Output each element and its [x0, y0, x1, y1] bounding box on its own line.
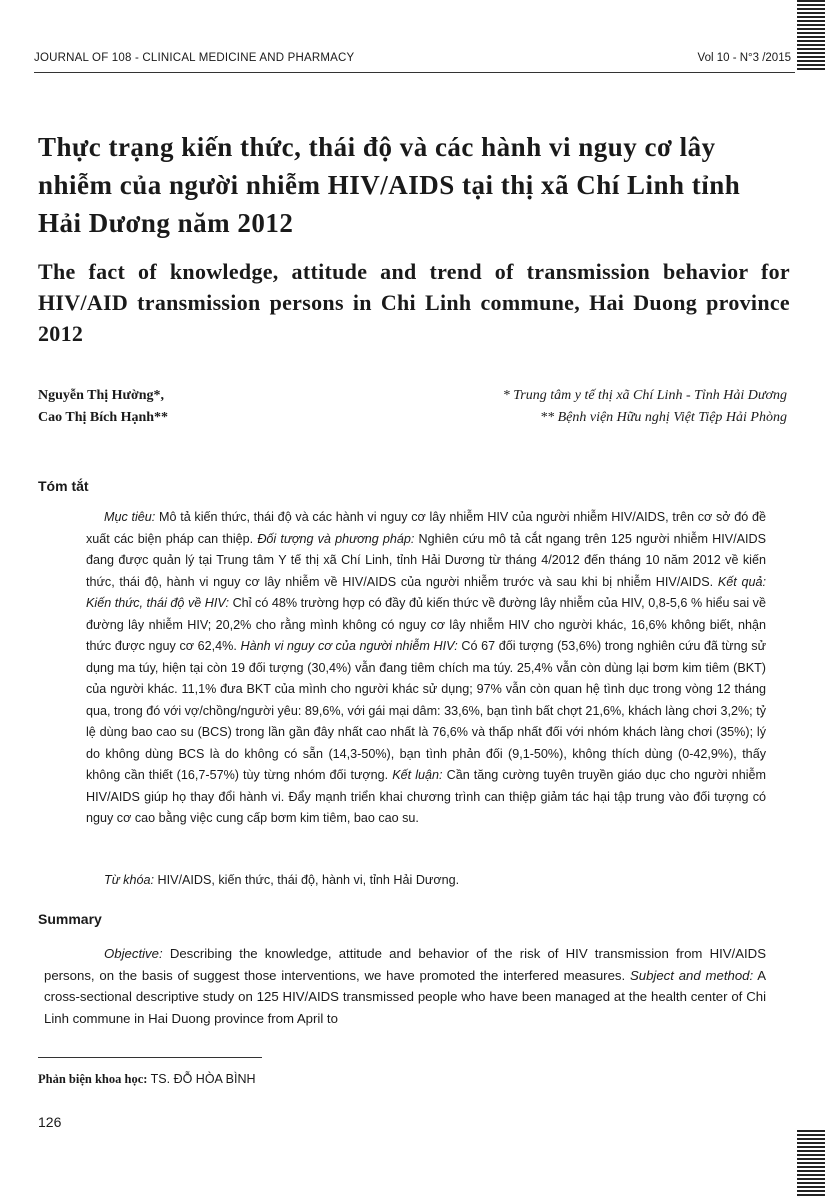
method-en-label: Subject and method:: [629, 967, 754, 983]
summary-vi-heading: Tóm tắt: [38, 478, 89, 494]
affiliation-2: ** Bệnh viện Hữu nghị Việt Tiệp Hải Phòng: [540, 410, 787, 425]
author-1: Nguyễn Thị Hường*,: [38, 388, 164, 403]
method-text: Nghiên cứu mô tả cắt ngang trên 125 người nhiễm HIV/AIDS đang được quản lý tại Trung tâm Y tế thị xã Chí Linh, tỉnh Hải Dương từ tháng 4/2012 đến tháng 10 năm 2012 về kiến thức, thái độ, hành vi nguy cơ lây nhiễm về HIV/AIDS của người nhiễm trước và sau khi bị nhiễm HIV/AIDS.: [86, 531, 767, 589]
conclusion-text: Cần tăng cường tuyên truyền giáo dục cho người nhiễm HIV/AIDS giúp họ thay đổi hành vi. Đẩy mạnh triển khai chương trình can thiệp giảm tác hại tập trung vào đối tượng có nguy cơ cao bằng việc cung cấp bơm kim tiêm, bao cao su.: [86, 768, 767, 825]
behavior-label: Hành vi nguy cơ của người nhiễm HIV:: [240, 639, 458, 653]
article-title-english: The fact of knowledge, attitude and trend of transmission behavior for HIV/AID transmission persons in Chi Linh commune, Hai Duong province 2012: [38, 259, 790, 346]
keywords-vi: [104, 873, 459, 887]
objective-en-text: Describing the knowledge, attitude and behavior of the risk of HIV transmission from HIV/AIDS persons, on the basis of suggest those interventions, we have promoted the interfered measures.: [44, 946, 766, 983]
page-number: 126: [38, 1114, 62, 1130]
reviewer-label: Phản biện khoa học:: [38, 1072, 148, 1086]
results-text: Chỉ có 48% trường hợp có đầy đủ kiến thức về đường lây nhiễm của HIV, 0,8-5,6 % hiểu sai về đường lây nhiễm HIV; 20,2% cho rằng mình không có nguy cơ lây nhiễm HIV cho người khác, 16,6% không biết, nhận thức được nguy cơ 62,4%.: [86, 596, 766, 653]
summary-vi-paragraph: [86, 507, 766, 830]
journal-name: JOURNAL OF 108 - CLINICAL MEDICINE AND PHARMACY: [34, 52, 355, 64]
author-list: [38, 385, 168, 429]
article-title-vietnamese: Thực trạng kiến thức, thái độ và các hành vi nguy cơ lây nhiễm của người nhiễm HIV/AIDS tại thị xã Chí Linh tỉnh Hải Dương năm 2012: [38, 132, 741, 238]
behavior-text: Có 67 đối tượng (53,6%) trong nghiên cứu đã từng sử dụng ma túy, hiện tại còn 19 đối tượng (30,4%) vẫn đang tiêm chích ma túy. 25,4% vẫn còn dùng lại bơm kim tiêm (BKT) của người khác. 11,1% đưa BKT của mình cho người khác sử dụng; 97% vẫn còn quan hệ tình dục trong vòng 12 tháng qua, trong đó với vợ/chồng/người yêu: 89,6%, với gái mại dâm: 33,6%, bạn tình bất chợt 21,6%, khách làng chơi 3,2%; tỷ lệ dùng bao cao su (BCS) trong lần gần đây nhất cao nhất là 76,6% và thấp nhất đối với nhóm khách làng chơi (35%); lý do không dùng BCS là do không có sẵn (14,3-50%), bạn tình phản đối (9,1-50%), không thích dùng (0-42,9%), thấy không cần thiết (16,7-57%) tùy từng nhóm đối tượng.: [86, 639, 766, 782]
results-label: Kết quả: Kiến thức, thái độ về HIV:: [86, 574, 766, 610]
objective-text: Mô tả kiến thức, thái độ và các hành vi nguy cơ lây nhiễm HIV của người nhiễm HIV/AIDS, trên cơ sở đó đề xuất các biện pháp can thiệp.: [86, 510, 766, 546]
scan-edge-bottom: [797, 1130, 825, 1196]
method-label: Đối tượng và phương pháp:: [257, 531, 415, 546]
summary-en-paragraph: [44, 943, 766, 1029]
scan-edge-top: [797, 0, 825, 70]
footnote-rule: [38, 1057, 262, 1058]
keywords-label: Từ khóa:: [104, 873, 154, 887]
objective-en-label: Objective:: [104, 946, 163, 961]
volume-issue: Vol 10 - N°3 /2015: [697, 52, 791, 64]
method-en-text: A cross-sectional descriptive study on 125 HIV/AIDS transmissed people who have been managed at the health center of Chi Linh commune in Hai Duong province from April to: [44, 967, 767, 1026]
author-2: Cao Thị Bích Hạnh**: [38, 410, 169, 425]
objective-label: Mục tiêu:: [104, 510, 156, 524]
running-header: [34, 50, 791, 72]
header-rule: [34, 72, 795, 73]
conclusion-label: Kết luận:: [392, 768, 443, 782]
reviewer-note: [38, 1072, 256, 1087]
keywords-text: HIV/AIDS, kiến thức, thái độ, hành vi, tỉnh Hải Dương.: [153, 873, 460, 887]
reviewer-name: TS. ĐỖ HÒA BÌNH: [147, 1072, 256, 1086]
affiliation-1: * Trung tâm y tế thị xã Chí Linh - Tỉnh Hải Dương: [502, 388, 787, 403]
affiliation-list: [503, 385, 787, 429]
summary-en-heading: Summary: [38, 911, 102, 927]
